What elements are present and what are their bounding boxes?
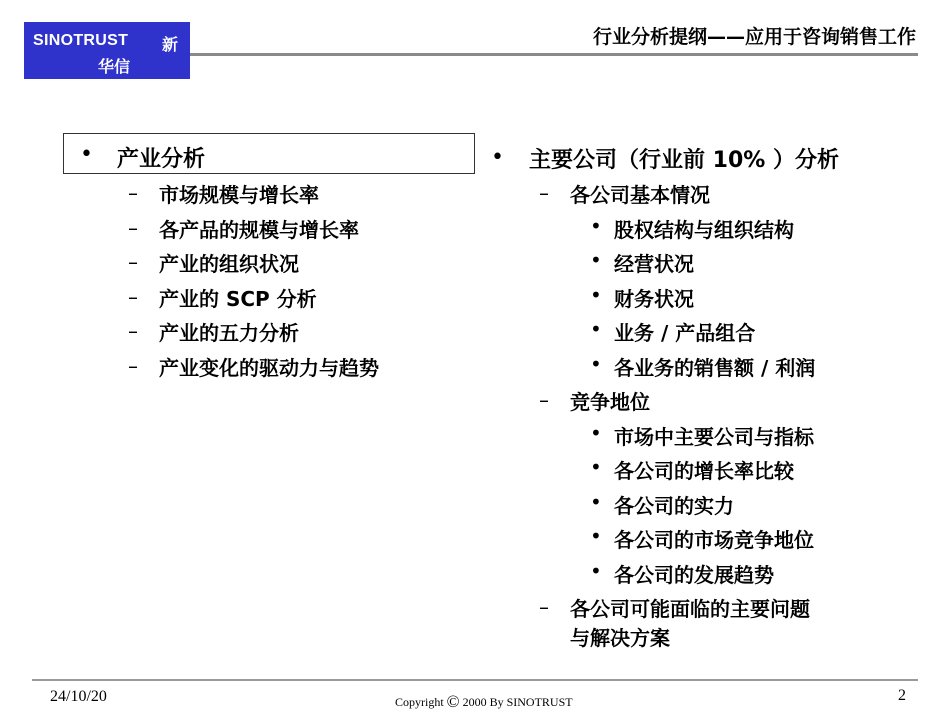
section-title-continued: 与解决方案 <box>570 626 670 650</box>
dash-icon: – <box>128 216 138 240</box>
header-divider <box>190 53 918 56</box>
bullet-icon: • <box>590 352 602 376</box>
section-item: 经营状况 <box>614 252 694 276</box>
section-item: 业务 / 产品组合 <box>614 321 756 345</box>
bullet-icon: • <box>590 214 602 238</box>
bullet-icon: • <box>590 248 602 272</box>
page-number: 2 <box>898 687 906 704</box>
footer-date: 24/10/20 <box>50 688 107 705</box>
bullet-icon: • <box>590 490 602 514</box>
left-item: 产业的五力分析 <box>159 321 299 345</box>
section-item: 市场中主要公司与指标 <box>614 425 814 449</box>
left-item: 产业的 SCP 分析 <box>159 287 317 311</box>
left-item: 产业的组织状况 <box>159 252 299 276</box>
left-item: 市场规模与增长率 <box>159 183 319 207</box>
copyright-suffix: 2000 By SINOTRUST <box>462 695 573 709</box>
section-title: 竞争地位 <box>570 390 650 414</box>
left-item: 各产品的规模与增长率 <box>159 218 359 242</box>
copyright-prefix: Copyright <box>395 695 444 709</box>
dash-icon: – <box>539 181 549 205</box>
bullet-icon: • <box>590 283 602 307</box>
copyright-icon: © <box>446 692 460 711</box>
dash-icon: – <box>128 285 138 309</box>
section-item: 各公司的实力 <box>614 494 734 518</box>
bullet-icon: • <box>491 145 504 170</box>
bullet-icon: • <box>590 421 602 445</box>
dash-icon: – <box>539 595 549 619</box>
dash-icon: – <box>128 319 138 343</box>
dash-icon: – <box>128 181 138 205</box>
section-item: 各公司的发展趋势 <box>614 563 774 587</box>
section-item: 各业务的销售额 / 利润 <box>614 356 816 380</box>
section-item: 股权结构与组织结构 <box>614 218 794 242</box>
logo-chinese-1: 新 <box>162 35 179 54</box>
footer-divider <box>32 679 918 681</box>
left-item: 产业变化的驱动力与趋势 <box>159 356 379 380</box>
bullet-icon: • <box>590 455 602 479</box>
sinotrust-logo <box>24 22 190 79</box>
right-heading: 主要公司（行业前 10% ）分析 <box>529 148 839 173</box>
section-title: 各公司基本情况 <box>570 183 710 207</box>
logo-name: SINOTRUST <box>33 32 129 49</box>
slide-title: 行业分析提纲——应用于咨询销售工作 <box>592 26 916 48</box>
dash-icon: – <box>539 388 549 412</box>
logo-chinese-2: 华信 <box>98 57 131 76</box>
section-title: 各公司可能面临的主要问题 <box>570 597 810 621</box>
section-item: 财务状况 <box>614 287 694 311</box>
bullet-icon: • <box>80 142 93 167</box>
footer-copyright <box>395 691 573 711</box>
section-item: 各公司的增长率比较 <box>614 459 794 483</box>
bullet-icon: • <box>590 559 602 583</box>
bullet-icon: • <box>590 317 602 341</box>
dash-icon: – <box>128 250 138 274</box>
section-item: 各公司的市场竞争地位 <box>614 528 814 552</box>
dash-icon: – <box>128 354 138 378</box>
left-heading: 产业分析 <box>117 147 206 172</box>
bullet-icon: • <box>590 524 602 548</box>
